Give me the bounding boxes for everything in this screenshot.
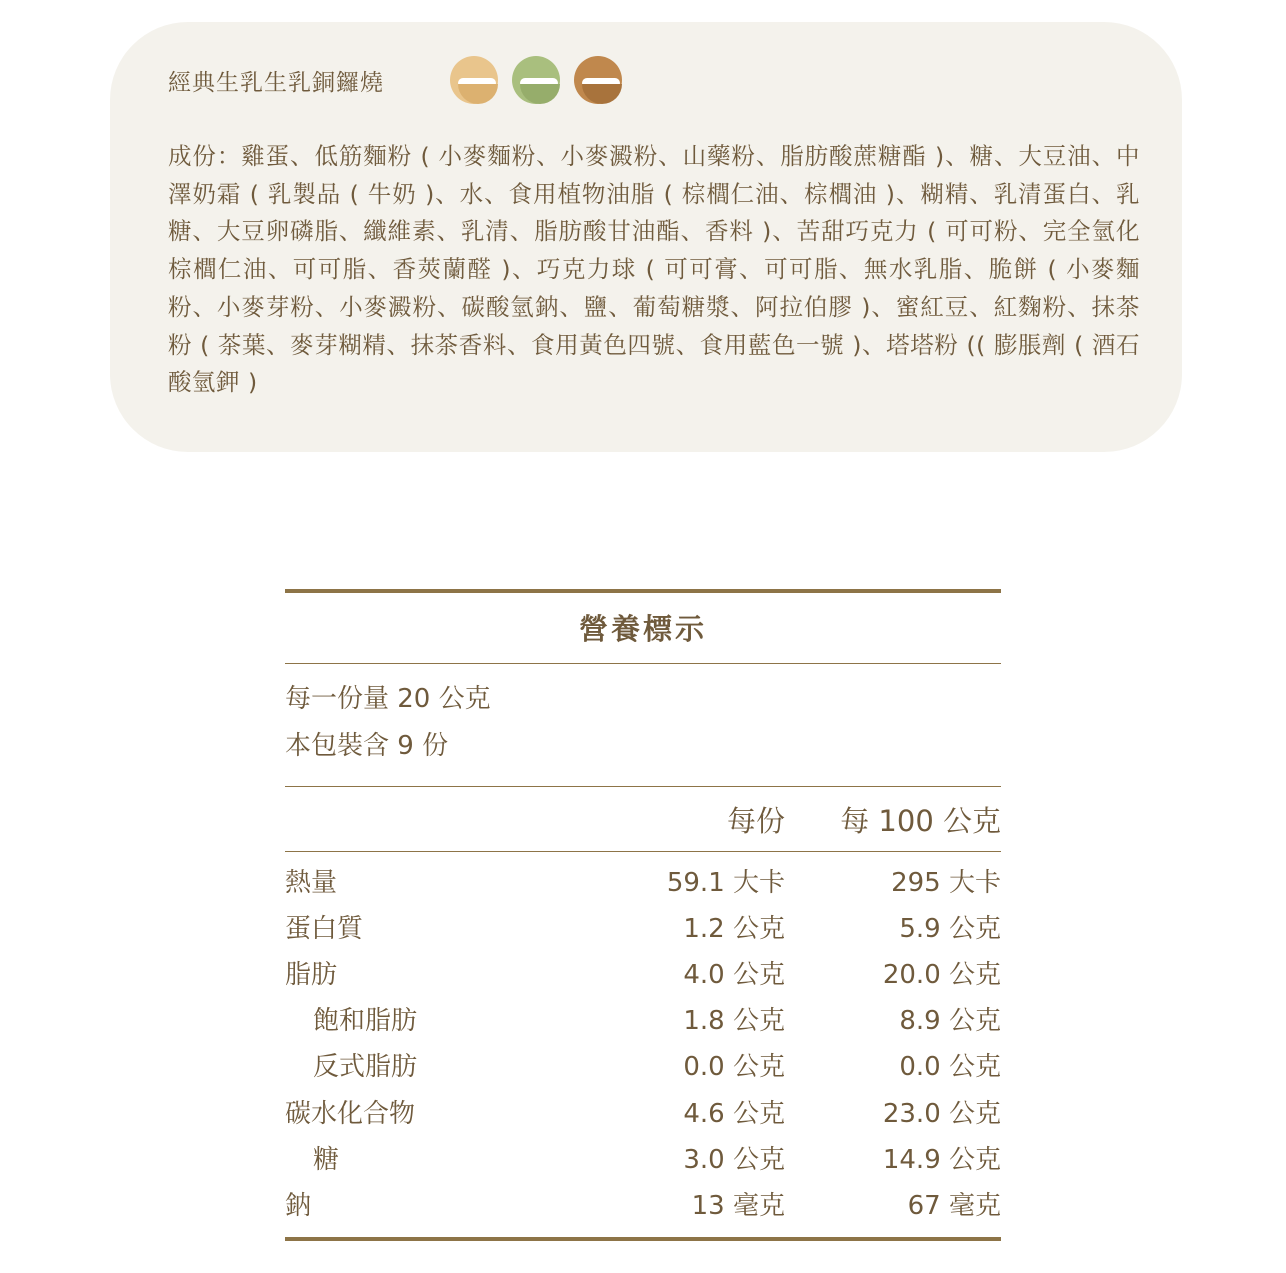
dorayaki-matcha-icon bbox=[512, 56, 560, 104]
value-per-serving: 59.1 大卡 bbox=[666, 867, 785, 898]
nutrient-label: 反式脂肪 bbox=[313, 1052, 418, 1083]
value-per-100g: 20.0 公克 bbox=[882, 959, 1001, 990]
nutrient-label: 脂肪 bbox=[285, 959, 338, 990]
dorayaki-chocolate-icon bbox=[574, 56, 622, 104]
nutrient-label: 熱量 bbox=[285, 867, 338, 898]
nutrient-label: 飽和脂肪 bbox=[313, 1006, 418, 1037]
ingredients-text: 成份：雞蛋、低筋麵粉 ( 小麥麵粉、小麥澱粉、山藥粉、脂肪酸蔗糖酯 )、糖、大豆油、中澤奶霜 ( 乳製品 ( 牛奶 )、水、食用植物油脂 ( 棕櫚仁油、棕櫚油 )、糊精、乳清蛋白、乳糖、大豆卵磷脂、纖維素、乳清、脂肪酸甘油酯、香料 )、苦甜巧克力 ( 可可粉、完全氫化棕櫚仁油、可可脂、香莢蘭醛 )、巧克力球 ( 可可膏、可可脂、無水乳脂、脆餅 ( 小麥麵粉、小麥芽粉、小麥澱粉、碳酸氫鈉、鹽、葡萄糖漿、阿拉伯膠 )、蜜紅豆、紅麴粉、抹茶粉 ( 茶葉、麥芽糊精、抹茶香料、食用黃色四號、食用藍色一號 )、塔塔粉 (( 膨脹劑 ( 酒石酸氫鉀 ) bbox=[168, 142, 1140, 397]
value-per-100g: 5.9 公克 bbox=[899, 913, 1001, 944]
value-per-serving: 4.6 公克 bbox=[683, 1098, 785, 1129]
value-per-100g: 14.9 公克 bbox=[882, 1144, 1001, 1175]
value-per-serving: 13 毫克 bbox=[691, 1190, 785, 1221]
nutrition-title: 營養標示 bbox=[578, 612, 707, 646]
value-per-serving: 4.0 公克 bbox=[683, 959, 785, 990]
nutrient-label: 糖 bbox=[313, 1144, 340, 1175]
bottom-rule bbox=[285, 1237, 1001, 1241]
nutrient-row-fat bbox=[285, 949, 1001, 995]
nutrient-rows bbox=[285, 852, 1001, 1237]
column-header-row bbox=[285, 787, 1001, 851]
value-per-100g: 23.0 公克 bbox=[882, 1098, 1001, 1129]
value-per-100g: 8.9 公克 bbox=[899, 1006, 1001, 1037]
nutrient-label: 鈉 bbox=[285, 1190, 312, 1221]
nutrient-row-carbohydrate bbox=[285, 1088, 1001, 1134]
dorayaki-icons bbox=[450, 56, 622, 104]
nutrient-row-sugar bbox=[285, 1134, 1001, 1180]
value-per-100g: 295 大卡 bbox=[891, 867, 1001, 898]
value-per-serving: 0.0 公克 bbox=[683, 1052, 785, 1083]
serving-info bbox=[285, 664, 1001, 786]
value-per-100g: 67 毫克 bbox=[907, 1190, 1001, 1221]
dorayaki-plain-icon bbox=[450, 56, 498, 104]
nutrient-row-energy bbox=[285, 857, 1001, 903]
column-per-100g: 每 100 公克 bbox=[840, 803, 1001, 838]
nutrient-row-sodium bbox=[285, 1180, 1001, 1226]
value-per-serving: 3.0 公克 bbox=[683, 1144, 785, 1175]
serving-size: 每一份量 20 公克 bbox=[285, 684, 491, 714]
nutrient-label: 碳水化合物 bbox=[285, 1098, 416, 1129]
nutrient-label: 蛋白質 bbox=[285, 913, 364, 944]
value-per-serving: 1.8 公克 bbox=[683, 1006, 785, 1037]
servings-per-pack: 本包裝含 9 份 bbox=[285, 731, 449, 761]
product-title: 經典生乳生乳銅鑼燒 bbox=[168, 70, 384, 96]
column-per-serving: 每份 bbox=[726, 803, 785, 838]
ingredients-card bbox=[110, 22, 1182, 452]
nutrient-row-trans-fat bbox=[285, 1042, 1001, 1088]
nutrient-row-protein bbox=[285, 903, 1001, 949]
nutrition-facts-table bbox=[285, 589, 1001, 1241]
nutrient-row-saturated-fat bbox=[285, 996, 1001, 1042]
value-per-serving: 1.2 公克 bbox=[683, 913, 785, 944]
value-per-100g: 0.0 公克 bbox=[899, 1052, 1001, 1083]
